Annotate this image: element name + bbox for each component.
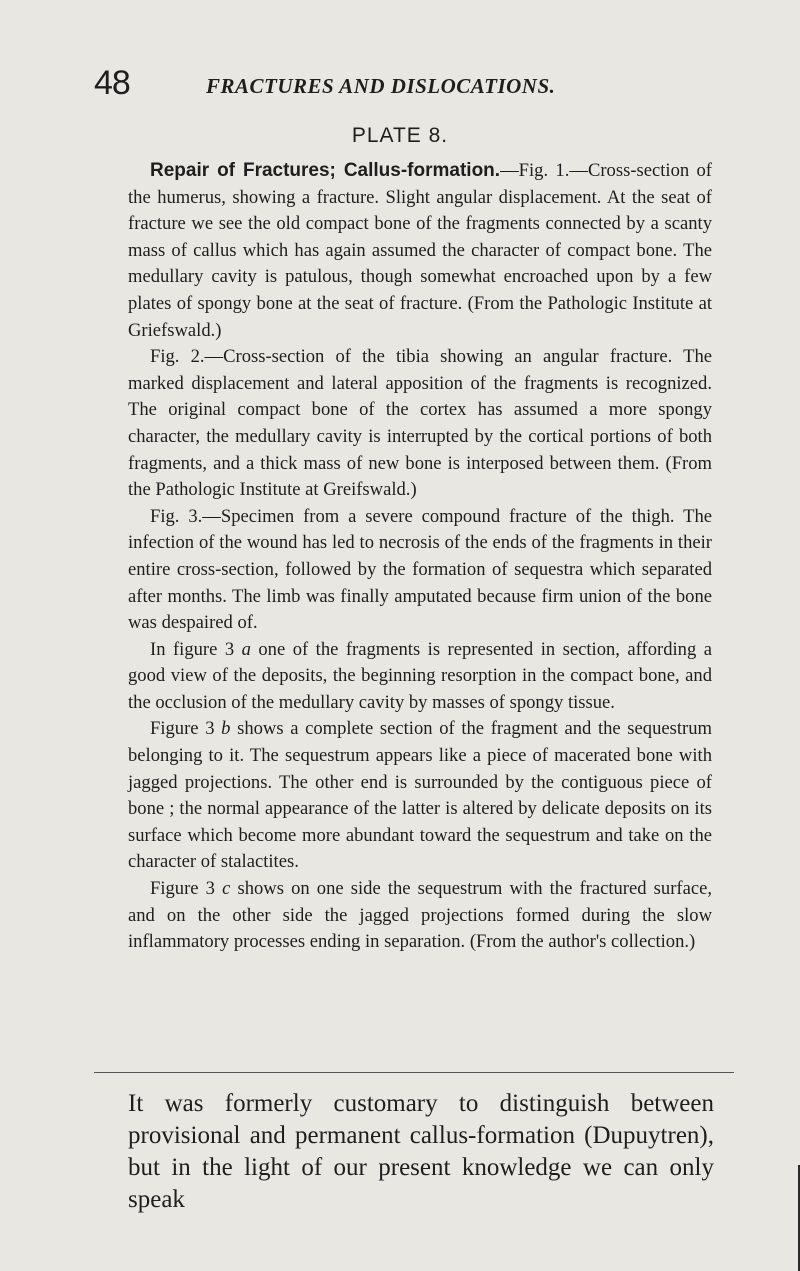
main-body-text — [128, 1088, 714, 1216]
paragraph-text: —Fig. 1.—Cross-section of the humerus, showing a fracture. Slight angular displacement. At the seat of fracture we see the old compact bone of the fragments connected by a scanty mass of callus which has again assumed the character of compact bone. The medullary cavity is patulous, though somewhat encroached upon by a few plates of spongy bone at the seat of fracture. (From the Pathologic Institute at Griefswald.) — [128, 160, 712, 341]
main-paragraph: It was formerly customary to distinguish between provisional and permanent callus-formation (Dupuytren), but in the light of our present knowledge we can only speak — [128, 1090, 714, 1213]
paragraph-fig-3: Fig. 3.—Specimen from a severe compound fracture of the thigh. The infection of the wound has led to necrosis of the ends of the fragments in their entire cross-section, followed by the formation of sequestra which separated after months. The limb was finally amputated because firm union of the bone was despaired of. — [128, 505, 712, 634]
paragraph-fig-2: Fig. 2.—Cross-section of the tibia showing an angular fracture. The marked displacement and lateral apposition of the fragments is recognized. The original compact bone of the cortex has assumed a more spongy character, the medullary cavity is interrupted by the cortical portions of both fragments, and a thick mass of new bone is interposed between them. (From the Pathologic Institute at Greifswald.) — [128, 346, 712, 501]
figure-letter: c — [222, 878, 231, 900]
page-header — [94, 66, 734, 106]
section-lead: Repair of Fractures; Callus-formation. — [150, 160, 501, 181]
section-divider — [94, 1072, 734, 1073]
figure-letter: a — [241, 638, 251, 660]
paragraph-text: In figure 3 — [150, 638, 242, 660]
paragraph-fig-3a — [128, 637, 712, 717]
paragraph-fig-3c — [128, 876, 712, 956]
paragraph-text: Figure 3 — [150, 878, 223, 900]
plate-title: PLATE 8. — [351, 124, 449, 147]
paragraph-fig-1 — [128, 158, 712, 344]
paragraph-text: Figure 3 — [150, 718, 222, 740]
figure-letter: b — [221, 718, 231, 740]
plate-description — [128, 158, 712, 956]
paragraph-text: one of the fragments is represented in section, affording a good view of the deposits, the beginning resorption in the compact bone, and the occlusion of the medullary cavity by masses of spongy tissue. — [128, 638, 712, 713]
paragraph-text: shows on one side the sequestrum with the fractured surface, and on the other side the jagged projections formed during the slow inflammatory processes ending in separation. (From the author's collection.) — [128, 878, 712, 953]
paragraph-text: shows a complete section of the fragment and the sequestrum belonging to it. The sequestrum appears like a piece of macerated bone with jagged projections. The other end is surrounded by the contiguous piece of bone ; the normal appearance of the latter is altered by delicate deposits on its surface which become more abundant toward the sequestrum and take on the character of stalactites. — [128, 718, 712, 873]
running-head: FRACTURES AND DISLOCATIONS. — [206, 74, 556, 98]
paragraph-fig-3b — [128, 716, 712, 876]
page-number: 48 — [94, 64, 130, 102]
